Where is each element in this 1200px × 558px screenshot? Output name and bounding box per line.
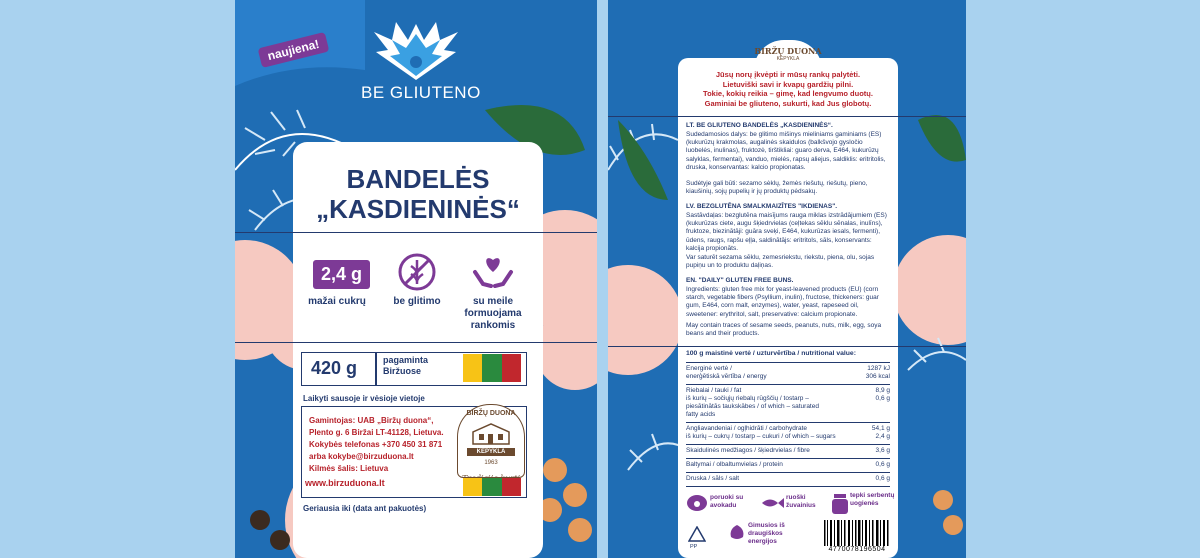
product-title-line2: „KASDIENINĖS“ [316,194,520,224]
icon-label-handmade: su meile formuojama rankomis [464,296,522,331]
barcode-icon [824,520,890,546]
producer-line: arba kokybe@birzuduona.lt [309,452,414,461]
en-title: EN. "DAILY" GLUTEN FREE BUNS. [686,277,794,284]
recycle-code: PP [690,544,698,550]
intro-line: Lietuviški savi ir kvapų gardžių pilni. [722,79,854,89]
nutrition-row: Riebalai / tauki / fat iš kurių – sočiųjų riebalų rūgščių / tostarp – piesātinātās taukskābes / of which – saturated fatty acids 8,9 g 0,6 g [686,384,890,423]
lt-ingredients: Sudedamosios dalys: be glitimo mišinys mieliniams gaminiams (ES) (kukurūzų krakmolas, augalinės skaidulos (balkšvojo gysločio luobelės, inulinas), fruktozė, tirštikliai: guaro derva, E464, kukurūzų salyklas, fermentai), vanduo, mielės, rapsų aliejus, saldiklis: eritritolis, druska, konservantas: kalcio propionatas. [686,131,886,171]
bakery-logo-top: BIRŽŲ DUONA [466,410,516,417]
intro-line: Tokie, kokių reikia – gimę, kad lengvumo duotų. [703,89,873,98]
back-label-panel [608,0,966,558]
naujiena-badge: naujiena! [258,32,329,68]
intro-line: Gaminiai be gliuteno, sukurti, kad Jus globotų. [704,98,872,108]
back-logo-top: BIRŽŲ DUONA [754,46,822,56]
producer-line: Plento g. 6 Biržai LT-41128, Lietuva. [309,428,444,437]
be-gliuteno-brand: BE GLIUTENO [361,83,481,102]
green-energy-text: Gimusios iš draugiškos energijos [748,522,785,545]
leaf-plug-icon [728,524,746,542]
recycle-icon [688,526,706,542]
lithuania-flag-icon [463,354,521,382]
lt-title: LT. BE GLIUTENO BANDELĖS „KASDIENINĖS“. [686,122,833,129]
intro-line: Jūsų norų įkvėpti ir mūsų rankų palytėti. [715,70,861,79]
front-info-card [293,142,543,558]
bakery-building-icon [471,422,511,446]
bakery-logo-bottom: KEPYKLA [467,448,515,456]
lt-allergens: Sudėtyje gali būti: sezamo sėklų, žemės riešutų, riešutų, pieno, kiaušinių, sojų pupelių ir jų produktų pėdsakų. [686,180,868,196]
sugar-badge: 2,4 g [313,260,370,289]
badge-label: poruoki su avokadu [710,494,744,509]
lithuania-flag-small-icon [463,478,521,496]
badge-label: tepki serbentų uogienės [850,492,895,507]
nutrition-row: Skaidulinės medžiagos / šķiedrvielas / fibre 3,6 g [686,444,890,459]
bakery-logo-year: 1963 [484,460,498,466]
cornflower-logo-icon [366,22,466,82]
fish-icon [760,496,784,510]
lv-ingredients: Sastāvdaļas: bezglutēna maisījums rauga miklas izstrādājumiem (ES) (kukurūzas ciete, augu šķiedrvielas (ceļtekas sēklu sēnalas, inulīns), fruktoze, biezinātāji: guāra sveķi, E464, kukurūzas iesals, fermenti), ūdens, raugs, rapšu eļļa, saldinātājs: eritritols, sāls, konservants: kalcija propionāts. [686,212,887,252]
avocado-icon [686,494,708,512]
nutrition-row: Druska / sāls / salt 0,6 g [686,472,890,487]
nutrition-header: 100 g maistinė vertė / uzturvērtība / nutritional value: [686,350,856,357]
product-title-line1: BANDELĖS [346,164,490,194]
table-end-line [686,486,890,487]
producer-line: Gamintojas: UAB „Biržų duona“, [309,416,434,425]
nutrition-row: Angliavandeniai / ogļhidrāti / carbohydrate iš kurių – cukrų / tostarp – cukuri / of which – sugars 54,1 g 2,4 g [686,422,890,445]
divider-line [608,346,966,347]
nutrition-row: Baltymai / olbaltumvielas / protein 0,6 g [686,458,890,473]
producer-line: Kokybės telefonas +370 450 31 871 [309,440,443,449]
producer-line: Kilmės šalis: Lietuva [309,464,389,473]
best-before-text: Geriausia iki (data ant pakuotės) [303,504,427,513]
lv-allergens: Var saturēt sezama sēklu, zemesriekstu, riekstu, piena, olu, sojas pupiņu un to produktu daļiņas. [686,254,875,270]
website-link[interactable]: www.birzuduona.lt [305,478,385,488]
divider-line [608,116,966,117]
front-label-panel [235,0,597,558]
badge-label: ruoški žuvainius [786,494,816,509]
icon-label-low-sugar: mažai cukrų [308,296,366,307]
weight-divider [375,352,377,386]
back-info-card [678,46,898,558]
net-weight: 420 g [311,358,358,378]
divider-line [235,342,597,343]
icon-label-gluten-free: be glitimo [393,296,441,307]
back-logo-bottom: KEPYKLA [776,56,800,62]
en-allergens: May contain traces of sesame seeds, peanuts, nuts, milk, egg, soya beans and their products. [686,322,882,338]
barcode-number: 4770078196504 [828,546,886,553]
nutrition-row: Energinė vertė / enerģētiskā vērtība / energy 1287 kJ 306 kcal [686,362,890,385]
heart-hands-icon [471,250,515,292]
lv-title: LV. BEZGLUTĒNA SMALKMAIZĪTES "IKDIENAS". [686,203,838,210]
en-ingredients: Ingredients: gluten free mix for yeast-leavened products (EU) (corn starch, vegetable fibers (Psyllium, inulin), fructose, thickeners: guar gum, E464, corn malt, enzymes), water, yeast, rapeseed oil, sweetener: erythritol, salt, preservative: calcium propionate. [686,286,879,318]
storage-text: Laikyti sausoje ir vėsioje vietoje [303,394,425,403]
jar-icon [832,494,848,514]
wheat-crossed-icon [397,252,437,292]
divider-line [235,232,597,233]
made-in-text: pagaminta Biržuose [383,355,429,376]
